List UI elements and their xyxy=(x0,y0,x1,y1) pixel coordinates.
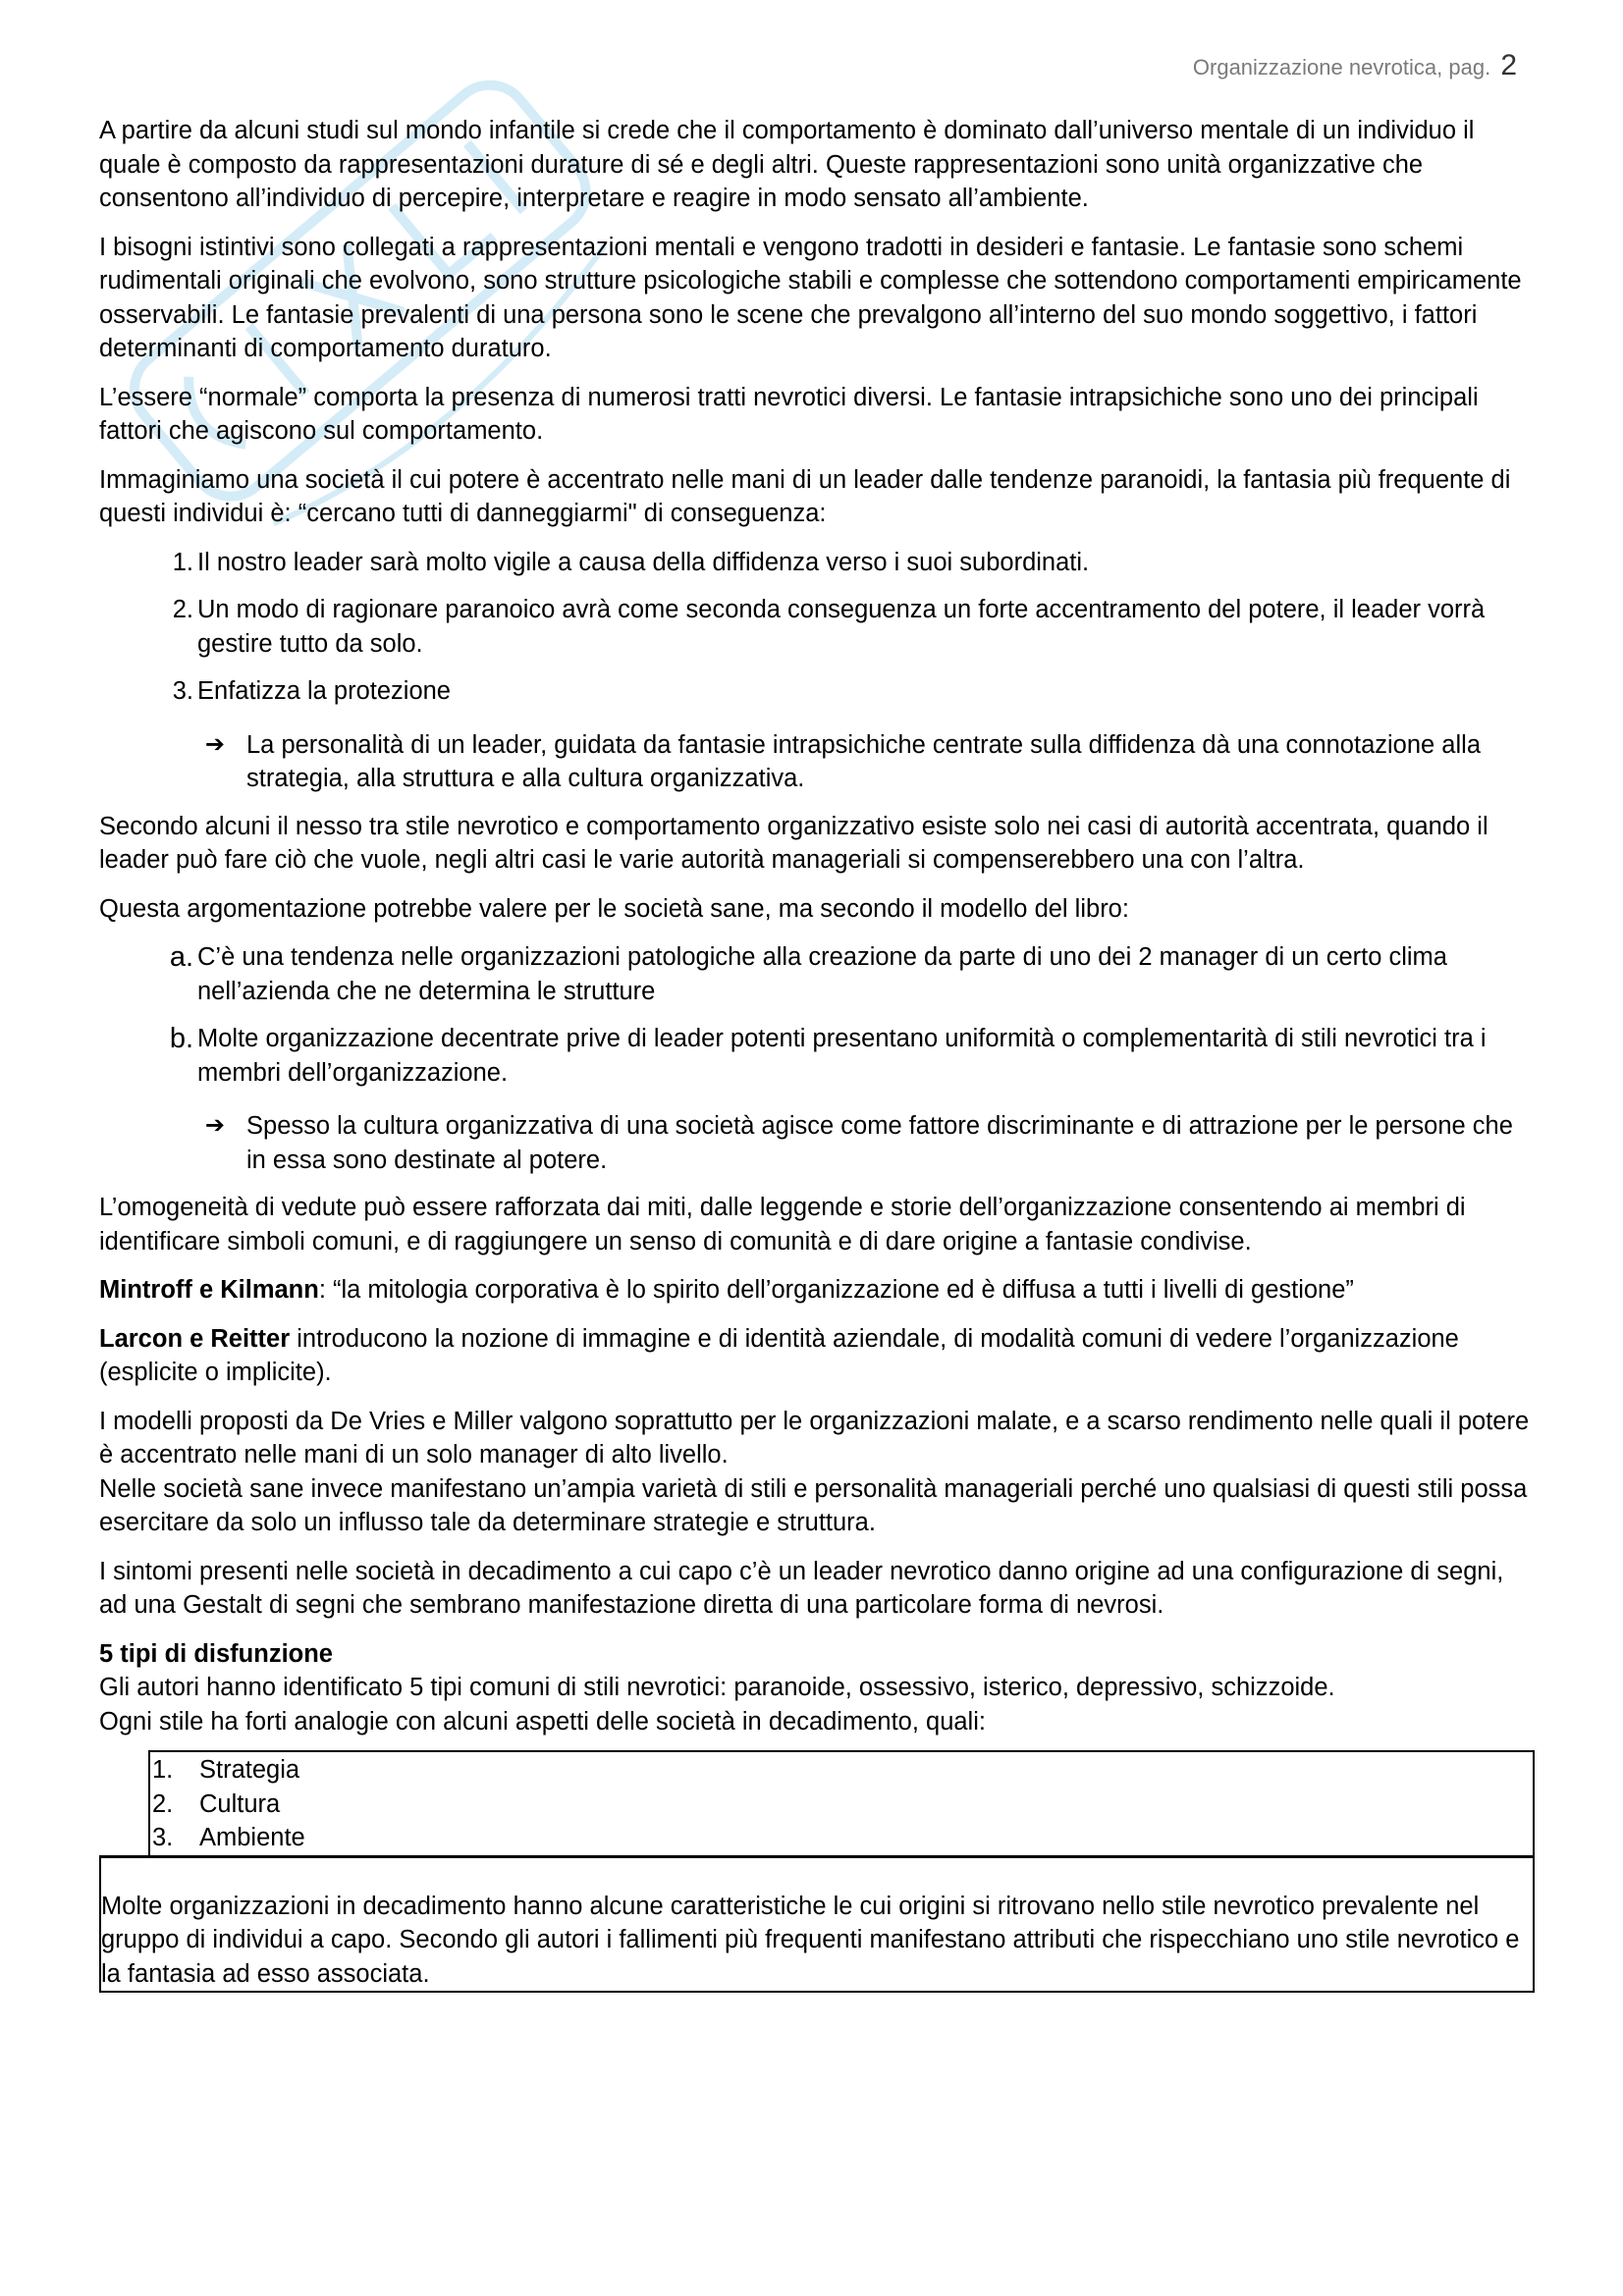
paragraph: L’essere “normale” comporta la presenza di numerosi tratti nevrotici diversi. Le fantasie intrapsichiche sono uno dei principali fattori che agiscono sul comportamento. xyxy=(99,383,1479,445)
paragraph-text: I modelli proposti da De Vries e Miller valgono soprattutto per le organizzazioni malate, e a scarso rendimento nelle quali il potere è accentrato nelle mani di un solo manager di alto livello. xyxy=(99,1407,1530,1468)
boxed-content xyxy=(99,1750,1533,1993)
arrow-note-text: Spesso la cultura organizzativa di una società agisce come fattore discriminante e di attrazione per le persone che in essa sono destinate al potere. xyxy=(246,1112,1513,1174)
author-names: Mintroff e Kilmann xyxy=(99,1276,319,1304)
alpha-list xyxy=(99,940,1533,1090)
paragraph: I bisogni istintivi sono collegati a rappresentazioni mentali e vengono tradotti in desideri e fantasie. Le fantasie sono schemi rudimentali originali che evolvono, sono strutture psicologiche stabili e complesse che sottendono comportamenti empiricamente osservabili. Le fantasie prevalenti di una persona sono le scene che prevalgono all’interno del suo mondo soggettivo, i fattori determinanti di comportamento duraturo. xyxy=(99,233,1522,362)
list-number: 3. xyxy=(172,677,193,705)
paragraph-text: introducono la nozione di immagine e di identità aziendale, di modalità comuni di vedere l’organizzazione (esplicite o implicite). xyxy=(99,1324,1459,1386)
paragraph: Immaginiamo una società il cui potere è accentrato nelle mani di un leader dalle tendenze paranoidi, la fantasia più frequente di questi individui è: “cercano tutti di danneggiarmi" di conseguenza: xyxy=(99,465,1511,527)
numbered-list xyxy=(99,546,1533,709)
list-number: 1. xyxy=(152,1756,174,1784)
paragraph: L’omogeneità di vedute può essere rafforzata dai miti, dalle leggende e storie dell’organizzazione consentendo ai membri di identificare simboli comuni, e di raggiungere un senso di comunità e di dare origine a fantasie condivise. xyxy=(99,1194,1466,1255)
list-item xyxy=(99,1022,1533,1090)
list-number: 2. xyxy=(172,596,193,623)
arrow-note xyxy=(99,1109,1533,1177)
list-item xyxy=(150,1788,1533,1822)
section-title: 5 tipi di disfunzione xyxy=(99,1639,333,1668)
list-letter: b. xyxy=(169,1023,193,1054)
paragraph-text: Gli autori hanno identificato 5 tipi comuni di stili nevrotici: paranoide, ossessivo, isterico, depressivo, schizzoide. xyxy=(99,1674,1335,1701)
list-item xyxy=(99,940,1533,1008)
list-item xyxy=(150,1821,1533,1855)
list-text: Il nostro leader sarà molto vigile a causa della diffidenza verso i suoi subordinati. xyxy=(197,548,1090,576)
list-text: Strategia xyxy=(199,1756,300,1784)
paragraph: Secondo alcuni il nesso tra stile nevrotico e comportamento organizzativo esiste solo nei casi di autorità accentrata, quando il leader può fare ciò che vuole, negli altri casi le varie autorità manageriali si compenserebbero una con l’altra. xyxy=(99,812,1488,874)
paragraph-text: : “la mitologia corporativa è lo spirito dell’organizzazione ed è diffusa a tutti i livelli di gestione” xyxy=(318,1276,1354,1304)
document-body xyxy=(99,114,1533,1993)
paragraph xyxy=(99,1273,1533,1308)
paragraph xyxy=(99,1322,1533,1390)
list-number: 1. xyxy=(172,548,193,576)
list-item xyxy=(99,593,1533,661)
paragraph-text: Nelle società sane invece manifestano un’ampia varietà di stili e personalità manageriali perché uno qualsiasi di questi stili possa esercitare da solo un influsso tale da determinare strategie e struttura. xyxy=(99,1474,1528,1536)
list-text: C’è una tendenza nelle organizzazioni patologiche alla creazione da parte di uno dei 2 manager di un certo clima nell’azienda che ne determina le strutture xyxy=(197,943,1447,1005)
list-number: 3. xyxy=(152,1824,174,1851)
list-item xyxy=(99,546,1533,580)
list-text: Ambiente xyxy=(199,1824,305,1851)
author-names: Larcon e Reitter xyxy=(99,1324,291,1353)
arrow-right-icon: ➔ xyxy=(204,730,225,758)
list-text: Enfatizza la protezione xyxy=(197,677,451,705)
arrow-right-icon: ➔ xyxy=(204,1112,225,1139)
running-title: Organizzazione nevrotica, pag. xyxy=(1192,55,1491,80)
list-item xyxy=(99,674,1533,709)
running-header xyxy=(1193,49,1517,82)
paragraph-text: Ogni stile ha forti analogie con alcuni aspetti delle società in decadimento, quali: xyxy=(99,1707,986,1735)
list-item xyxy=(150,1753,1533,1788)
list-number: 2. xyxy=(152,1789,174,1818)
page-number: 2 xyxy=(1500,49,1517,81)
list-text: Cultura xyxy=(199,1789,281,1818)
boxed-paragraph: Molte organizzazioni in decadimento hanno alcune caratteristiche le cui origini si ritrovano nello stile nevrotico prevalente nel gruppo di individui a capo. Secondo gli autori i fallimenti più frequenti manifestano attributi che rispecchiano uno stile nevrotico e la fantasia ad esso associata. xyxy=(99,1855,1535,1994)
list-letter: a. xyxy=(169,941,193,973)
paragraph: Questa argomentazione potrebbe valere per le società sane, ma secondo il modello del libro: xyxy=(99,894,1129,923)
paragraph: I sintomi presenti nelle società in decadimento a cui capo c’è un leader nevrotico danno origine ad una configurazione di segni, ad una Gestalt di segni che sembrano manifestazione diretta di una particolare forma di nevrosi. xyxy=(99,1557,1504,1619)
arrow-note-text: La personalità di un leader, guidata da fantasie intrapsichiche centrate sulla diffidenza dà una connotazione alla strategia, alla struttura e alla cultura organizzativa. xyxy=(246,730,1481,792)
list-text: Un modo di ragionare paranoico avrà come seconda conseguenza un forte accentramento del potere, il leader vorrà gestire tutto da solo. xyxy=(197,596,1486,658)
list-text: Molte organizzazione decentrate prive di leader potenti presentano uniformità o complementarità di stili nevrotici tra i membri dell’organizzazione. xyxy=(197,1025,1487,1087)
boxed-list xyxy=(148,1750,1535,1857)
paragraph xyxy=(99,1405,1533,1540)
section xyxy=(99,1637,1533,1739)
paragraph: A partire da alcuni studi sul mondo infantile si crede che il comportamento è dominato dall’universo mentale di un individuo il quale è composto da rappresentazioni durature di sé e degli altri. Queste rappresentazioni sono unità organizzative che consentono all’individuo di percepire, interpretare e reagire in modo sensato all’ambiente. xyxy=(99,117,1475,212)
arrow-note xyxy=(99,728,1533,796)
